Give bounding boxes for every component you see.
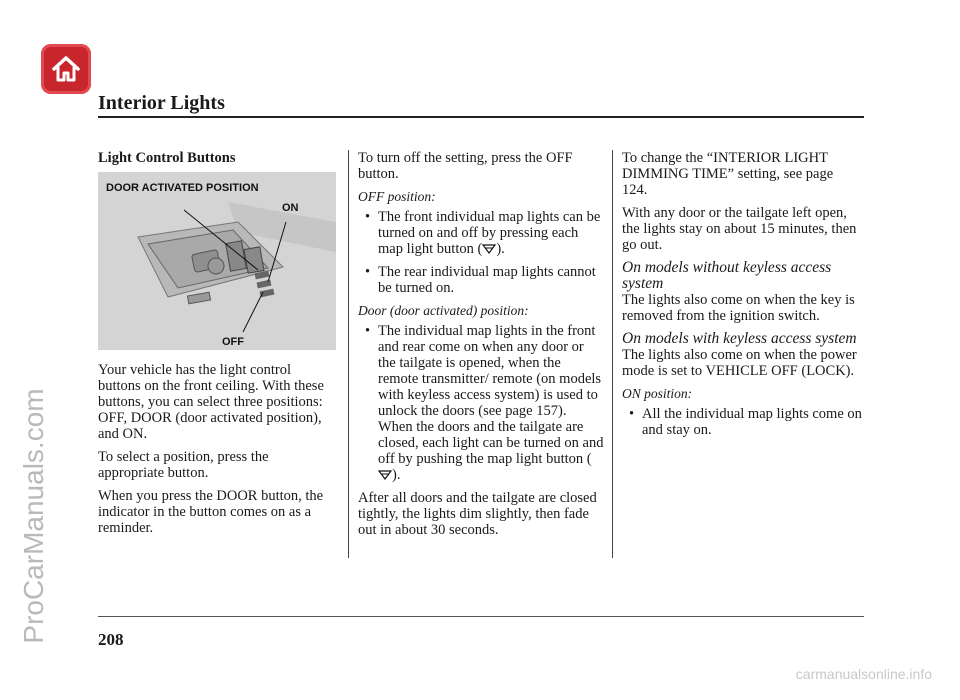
- list-item-text: ).: [392, 467, 401, 483]
- label-on: ON: [282, 202, 299, 214]
- list-item-text: The front individual map lights can be turned on and off by pressing each map light button (: [378, 209, 601, 257]
- paragraph: The lights also come on when the key is removed from the ignition switch.: [622, 292, 855, 324]
- label-off: OFF: [222, 336, 244, 348]
- paragraph: To turn off the setting, press the OFF button.: [358, 150, 573, 182]
- home-button[interactable]: [41, 44, 91, 94]
- paragraph: To select a position, press the appropriate button.: [98, 449, 269, 481]
- section-title: Interior Lights: [98, 92, 225, 114]
- off-position-heading: OFF position:: [358, 189, 436, 204]
- paragraph: The lights also come on when the power mode is set to VEHICLE OFF (LOCK).: [622, 347, 857, 379]
- column-divider: [612, 150, 613, 558]
- list-item: [358, 323, 604, 483]
- paragraph: When you press the DOOR button, the indicator in the button comes on as a reminder.: [98, 488, 324, 536]
- paragraph: After all doors and the tailgate are closed tightly, the lights dim slightly, then fade out in about 30 seconds.: [358, 490, 597, 538]
- model-subheading: On models with keyless access system: [622, 330, 857, 347]
- on-position-heading: ON position:: [622, 386, 693, 401]
- watermark-text: ProCarManuals.com: [18, 388, 49, 644]
- map-light-button-icon: [482, 243, 496, 255]
- map-light-button-icon: [378, 469, 392, 481]
- page-number: 208: [98, 630, 124, 649]
- label-door-activated: DOOR ACTIVATED POSITION: [106, 182, 259, 194]
- column-2: [358, 150, 604, 545]
- title-divider: [98, 116, 864, 118]
- list-item: [358, 209, 604, 257]
- subsection-heading: Light Control Buttons: [98, 150, 236, 166]
- list-item: • All the individual map lights come on and stay on.: [622, 406, 862, 438]
- column-1: [98, 150, 336, 543]
- home-icon: [50, 53, 82, 85]
- column-3: [622, 150, 862, 445]
- paragraph: Your vehicle has the light control buttons on the front ceiling. With these buttons, you can select three positions: OFF, DOOR (door activated position), and ON.: [98, 362, 324, 442]
- footer-watermark: carmanualsonline.info: [795, 666, 932, 682]
- list-item: • The rear individual map lights cannot be turned on.: [358, 264, 604, 296]
- watermark: [14, 300, 54, 700]
- column-divider: [348, 150, 349, 558]
- paragraph: To change the “INTERIOR LIGHT DIMMING TIME” setting, see page 124.: [622, 150, 834, 198]
- ceiling-console-illustration: [98, 172, 336, 350]
- list-item-text: The individual map lights in the front and rear come on when any door or the tailgate is opened, when the remote transmitter/ remote (on models with keyless access system) is used to unlock the doors (see page 157). When the doors and the tailgate are closed, each light can be turned on and off by pushing the map light button (: [378, 323, 604, 467]
- door-position-heading: Door (door activated) position:: [358, 303, 529, 318]
- model-subheading: On models without keyless access system: [622, 259, 832, 292]
- footer-divider: [98, 616, 864, 617]
- list-item-text: ).: [496, 241, 505, 257]
- ceiling-console-figure: [98, 172, 336, 350]
- paragraph: With any door or the tailgate left open, the lights stay on about 15 minutes, then go out.: [622, 205, 857, 253]
